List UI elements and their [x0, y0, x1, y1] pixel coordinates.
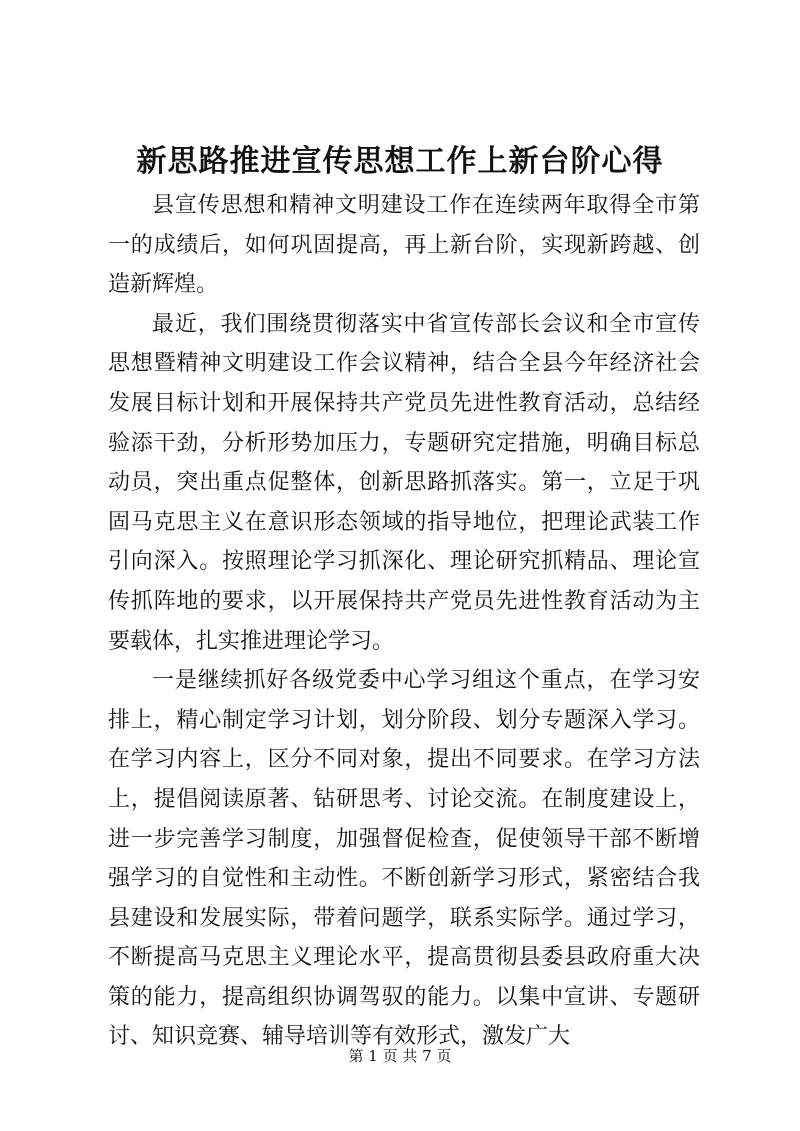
document-title: 新思路推进宣传思想工作上新台阶心得 [136, 144, 664, 179]
paragraph-2: 最近，我们围绕贯彻落实中省宣传部长会议和全市宣传思想暨精神文明建设工作会议精神，结合全县今年经济社会发展目标计划和开展保持共产党员先进性教育活动，总结经验添干劲，分析形势加压力，专题研究定措施，明确目标总动员，突出重点促整体，创新思路抓落实。第一，立足于巩固马克思主义在意识形态领域的指导地位，把理论武装工作引向深入。按照理论学习抓深化、理论研究抓精品、理论宣传抓阵地的要求，以开展保持共产党员先进性教育活动为主要载体，扎实推进理论学习。 [108, 311, 700, 654]
document-body [108, 186, 700, 1057]
paragraph-1: 县宣传思想和精神文明建设工作在连续两年取得全市第一的成绩后，如何巩固提高，再上新台阶，实现新跨越、创造新辉煌。 [108, 193, 700, 298]
paragraph-3: 一是继续抓好各级党委中心学习组这个重点，在学习安排上，精心制定学习计划，划分阶段、划分专题深入学习。在学习内容上，区分不同对象，提出不同要求。在学习方法上，提倡阅读原著、钻研思考、讨论交流。在制度建设上，进一步完善学习制度，加强督促检查，促使领导干部不断增强学习的自觉性和主动性。不断创新学习形式，紧密结合我县建设和发展实际，带着问题学，联系实际学。通过学习，不断提高马克思主义理论水平，提高贯彻县委县政府重大决策的能力，提高组织协调驾驭的能力。以集中宣讲、专题研讨、知识竞赛、辅导培训等有效形式，激发广大 [108, 668, 700, 1050]
page-footer [0, 1046, 800, 1066]
page-number-label: 第 1 页 共 7 页 [348, 1047, 452, 1065]
